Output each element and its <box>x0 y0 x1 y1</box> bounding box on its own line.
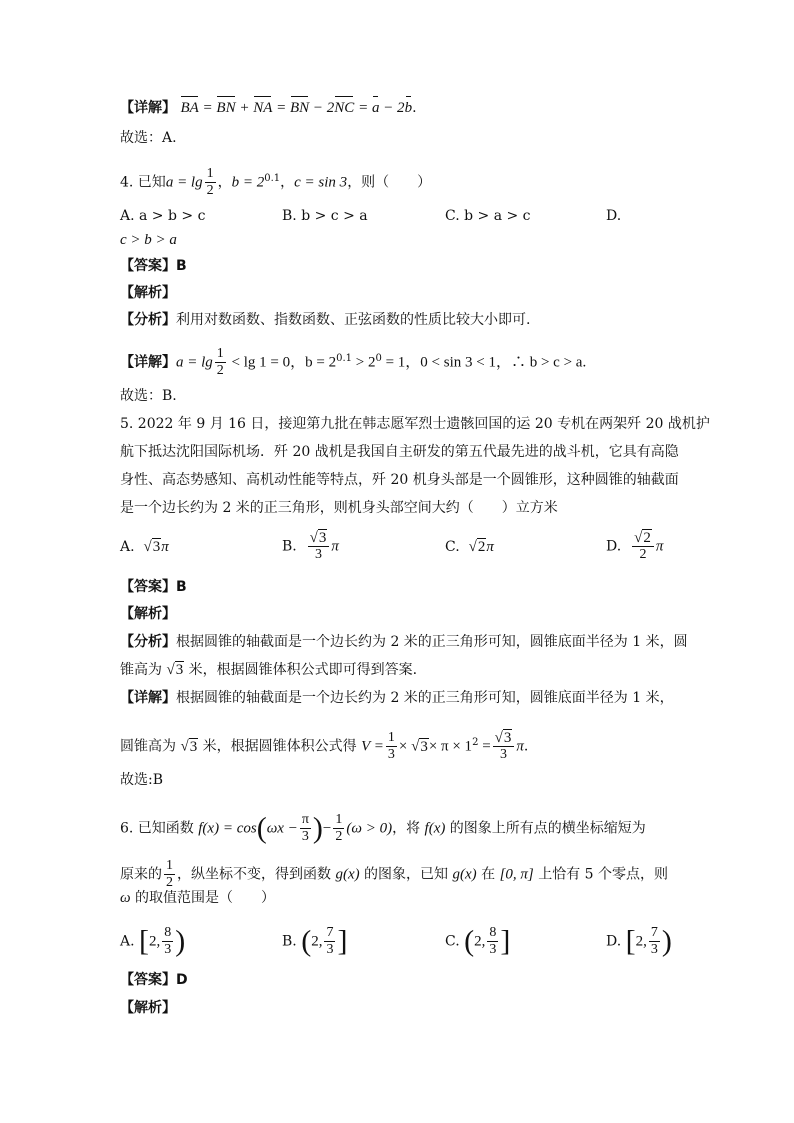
select-line-b: 故选：B. <box>120 388 177 404</box>
analysis-line: 【分析】利用对数函数、指数函数、正弦函数的性质比较大小即可. <box>120 312 531 328</box>
option-c: C. (2, $\frac{8}{3}$ ] <box>445 924 511 958</box>
select-line-c: 故选:B <box>120 772 164 788</box>
option-a: A. a > b > c <box>120 208 206 224</box>
analysis-label: 【解析】 <box>120 285 176 301</box>
analysis-label: 【解析】 <box>120 1000 176 1016</box>
option-d: D. [2, $\frac{7}{3}$ ) <box>606 924 672 958</box>
option-d: D. $\frac{√2}{2}$ π <box>606 530 664 562</box>
option-b: B. $\frac{√3}{3}$ π <box>282 530 339 562</box>
analysis-line-1: 【分析】根据圆锥的轴截面是一个边长约为 2 米的正三角形可知，圆锥底面半径为 1 米，圆 <box>120 634 688 650</box>
question-6-line-3: ω 的取值范围是（ ） <box>120 890 276 906</box>
question-6-line-1: 6. 已知函数 f(x) = cos(ωx − $\frac{\pi}{3}$ )− $\frac{1}{2}$ (ω > 0)，将 f(x) 的图象上所有点的横坐标缩短为 <box>120 811 646 845</box>
fraction: $\frac{1}{2}$ <box>206 166 214 198</box>
question-6-line-2: 原来的 $\frac{1}{2}$ ，纵坐标不变，得到函数 g(x) 的图象，已知 g(x) 在 [0, π] 上恰有 5 个零点，则 <box>120 858 669 890</box>
fraction: $\frac{1}{2}$ <box>216 346 224 378</box>
option-a: A. [2, $\frac{8}{3}$ ) <box>120 924 186 958</box>
answer-label: 【答案】D <box>120 972 188 988</box>
analysis-label: 【解析】 <box>120 606 176 622</box>
select-line-a: 故选：A. <box>120 130 177 146</box>
option-c: C. b > a > c <box>445 208 531 224</box>
option-d-value: c > b > a <box>120 232 177 248</box>
vector-equation: BA = BN + NA = BN − 2NC = a − 2b <box>180 100 413 116</box>
answer-label: 【答案】B <box>120 258 187 274</box>
question-5-line-3: 身性、高态势感知、高机动性能等特点，歼 20 机身头部是一个圆锥形，这种圆锥的轴截面 <box>120 472 679 488</box>
option-b: B. b > c > a <box>282 208 368 224</box>
detail-line-1: 【详解】 BA = BN + NA = BN − 2NC = a − 2b. <box>120 100 417 116</box>
option-c: C. √2π <box>445 539 494 555</box>
analysis-line-2: 锥高为 √3 米，根据圆锥体积公式即可得到答案. <box>120 662 418 678</box>
option-b: B. (2, $\frac{7}{3}$ ] <box>282 924 348 958</box>
detail-line-1: 【详解】根据圆锥的轴截面是一个边长约为 2 米的正三角形可知，圆锥底面半径为 1 米， <box>120 690 674 706</box>
option-d: D. <box>606 208 622 224</box>
option-a: A. √3π <box>120 539 169 555</box>
detail-line: 【详解】a = lg $\frac{1}{2}$ < lg 1 = 0，$b = 2^{0.1} > 2^0 = 1$，0 < sin 3 < 1，∴ b > c > a. <box>120 346 587 378</box>
question-5-line-1: 5. 2022 年 9 月 16 日，接迎第九批在韩志愿军烈士遗骸回国的运 20 专机在两架歼 20 战机护 <box>120 416 710 432</box>
question-5-line-4: 是一个边长约为 2 米的正三角形，则机身头部空间大约（ ）立方米 <box>120 500 558 516</box>
detail-line-2: 圆锥高为 √3 米，根据圆锥体积公式得 V = $\frac{1}{3}$ × $√3\times \pi \times 1^2$ = $\frac{√3}{3}$ π. <box>120 730 529 762</box>
question-4-stem: 4. 已知a = lg $\frac{1}{2}$ ，$b = 2^{0.1}$，c = sin 3，则（ ） <box>120 166 432 198</box>
question-5-line-2: 航下抵达沈阳国际机场．歼 20 战机是我国自主研发的第五代最先进的战斗机，它具有高隐 <box>120 444 679 460</box>
detail-tag: 【详解】 <box>120 100 176 116</box>
answer-label: 【答案】B <box>120 579 187 595</box>
